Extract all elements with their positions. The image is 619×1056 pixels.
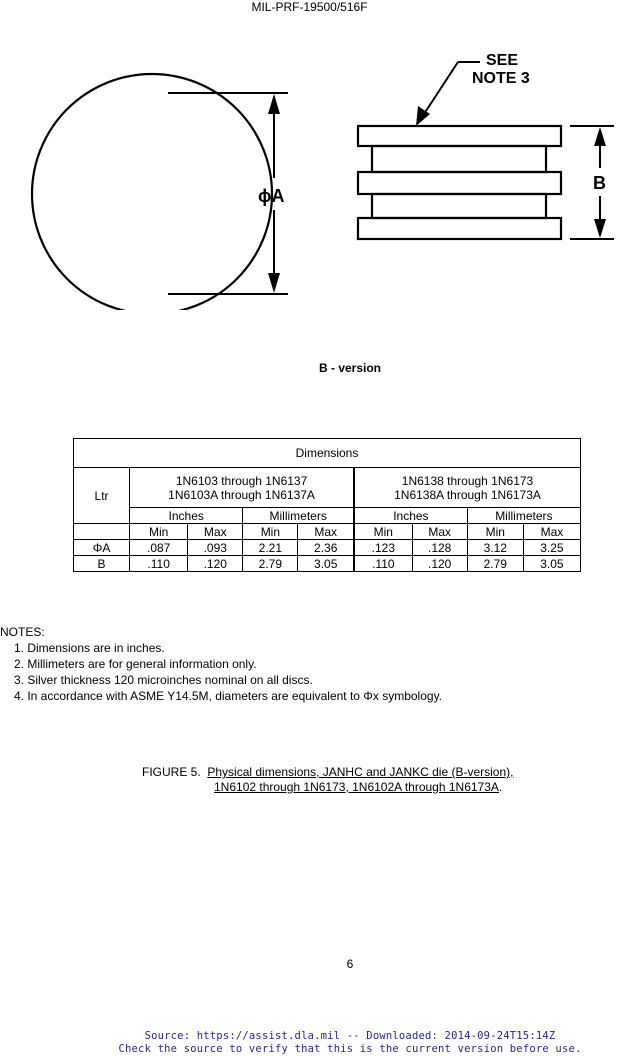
- unit-inches-2: Inches: [354, 508, 467, 524]
- max-header: Max: [188, 524, 243, 540]
- note-item: 1. Dimensions are in inches.: [14, 641, 165, 655]
- version-caption: B - version: [318, 361, 381, 375]
- disc-middle: [358, 172, 561, 194]
- unit-inches-1: Inches: [130, 508, 243, 524]
- min-header: Min: [130, 524, 188, 540]
- figure-label: FIGURE 5.: [142, 765, 201, 779]
- footer-line1: Source: https://assist.dla.mil -- Downloaded: 2014-09-24T15:14Z: [144, 1030, 556, 1042]
- min-header: Min: [467, 524, 523, 540]
- die-outline-drawing: [0, 30, 619, 310]
- cell: .128: [412, 540, 467, 556]
- table-row: [74, 540, 581, 556]
- cell: .123: [354, 540, 412, 556]
- note-item: 4. In accordance with ASME Y14.5M, diameters are equivalent to Φx symbology.: [14, 689, 443, 703]
- max-header: Max: [523, 524, 580, 540]
- notes-section: [0, 624, 442, 704]
- ltr-header: Ltr: [74, 468, 130, 524]
- note-item: 3. Silver thickness 120 microinches nominal on all discs.: [14, 673, 313, 687]
- dimensions-table: [73, 438, 581, 572]
- group1-header: [130, 468, 354, 508]
- cell: 2.79: [243, 556, 298, 572]
- document-id-header: MIL-PRF-19500/516F: [251, 0, 368, 14]
- note-callout-see: SEE: [486, 52, 519, 69]
- dim-a-arrow-down: [268, 273, 280, 293]
- max-header: Max: [412, 524, 467, 540]
- cell: .120: [188, 556, 243, 572]
- group2-line1: 1N6138 through 1N6173: [401, 473, 534, 488]
- cell: .120: [412, 556, 467, 572]
- unit-mm-1: Millimeters: [243, 508, 354, 524]
- table-row: [74, 556, 581, 572]
- cell: 3.25: [523, 540, 580, 556]
- disc-bottom: [358, 218, 561, 239]
- die-circle-outline: [32, 74, 272, 310]
- cell: .087: [130, 540, 188, 556]
- dim-b-label: B: [593, 173, 606, 193]
- min-header: Min: [354, 524, 412, 540]
- source-footer: [0, 1030, 619, 1056]
- table-title: Dimensions: [74, 439, 581, 468]
- cell: .093: [188, 540, 243, 556]
- notes-heading: NOTES:: [0, 625, 45, 639]
- dim-b-arrow-up: [594, 127, 606, 146]
- min-header: Min: [243, 524, 298, 540]
- group2-line2: 1N6138A through 1N6173A: [394, 487, 541, 502]
- group1-line2: 1N6103A through 1N6137A: [168, 487, 315, 502]
- dim-a-label: ϕA: [258, 186, 285, 206]
- figure-caption: [142, 765, 513, 795]
- footer-line2: Check the source to verify that this is the current version before use.: [118, 1043, 582, 1055]
- page-number: 6: [346, 957, 354, 971]
- silicon-layer-1: [372, 146, 546, 172]
- cell: 3.05: [298, 556, 354, 572]
- cell: 2.36: [298, 540, 354, 556]
- row-ltr: B: [74, 556, 130, 572]
- note-callout-note3: NOTE 3: [472, 70, 530, 87]
- cell: 2.79: [467, 556, 523, 572]
- unit-mm-2: Millimeters: [467, 508, 580, 524]
- cell: .110: [130, 556, 188, 572]
- row-ltr: ΦA: [74, 540, 130, 556]
- silicon-layer-2: [372, 194, 546, 218]
- figure-title-end: .: [498, 780, 503, 794]
- leader-line-diagonal: [424, 62, 458, 114]
- figure-title-line2: 1N6102 through 1N6173, 1N6102A through 1N6173A: [214, 780, 499, 794]
- group2-header: [354, 468, 580, 508]
- group1-line1: 1N6103 through 1N6137: [175, 473, 308, 488]
- dim-a-arrow-up: [268, 94, 280, 114]
- disc-top: [358, 126, 561, 146]
- dim-b-arrow-down: [594, 219, 606, 238]
- max-header: Max: [298, 524, 354, 540]
- cell: 3.12: [467, 540, 523, 556]
- cell: 3.05: [523, 556, 580, 572]
- figure-title-line1: Physical dimensions, JANHC and JANKC die (B-version),: [207, 765, 514, 779]
- note-item: 2. Millimeters are for general information only.: [14, 657, 257, 671]
- blank-cell: [74, 524, 130, 540]
- cell: 2.21: [243, 540, 298, 556]
- cell: .110: [354, 556, 412, 572]
